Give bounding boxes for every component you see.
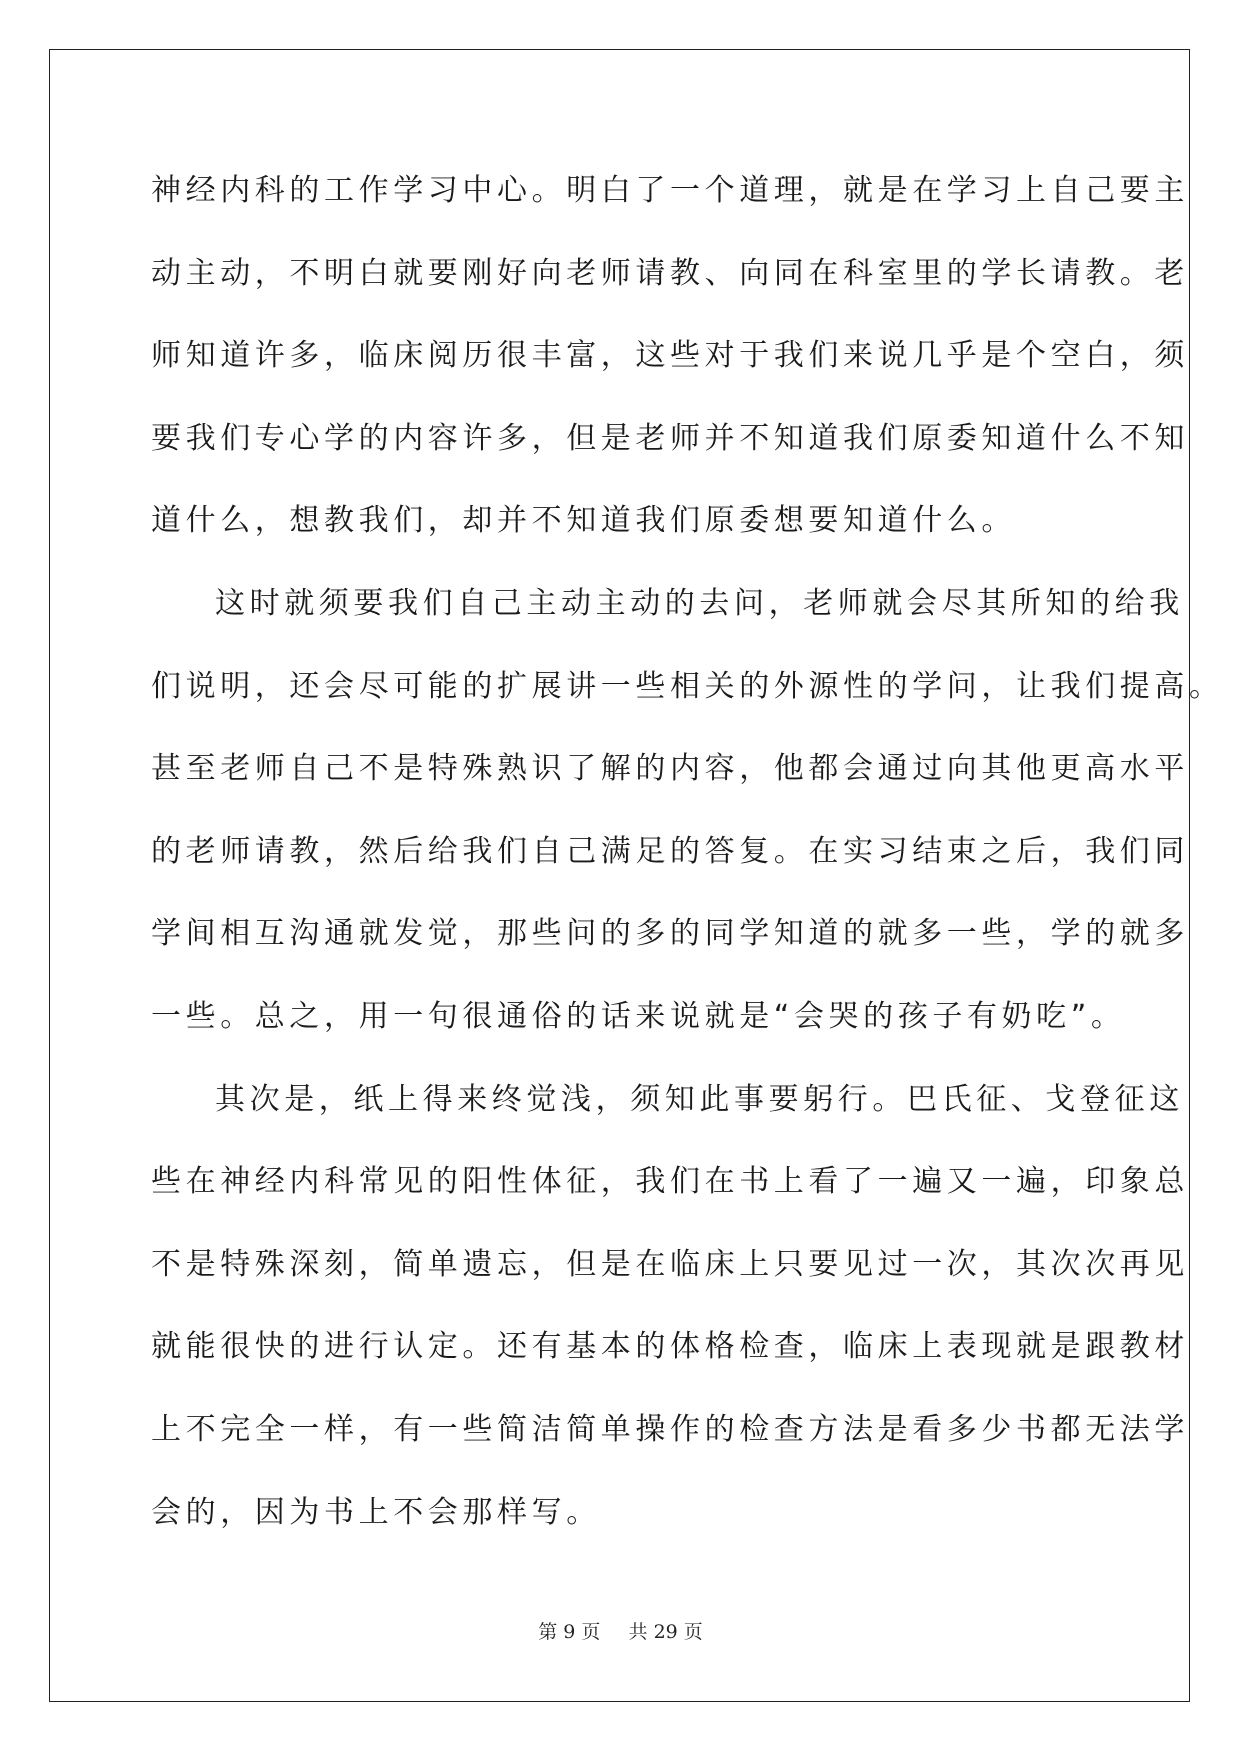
text-line: 动主动，不明白就要刚好向老师请教、向同在科室里的学长请教。老: [151, 255, 1189, 291]
page-footer: [0, 1617, 1241, 1644]
text-line: 甚至老师自己不是特殊熟识了解的内容，他都会通过向其他更高水平: [151, 751, 1189, 787]
text-line: 道什么，想教我们，却并不知道我们原委想要知道什么。: [151, 503, 1016, 539]
text-line: 神经内科的工作学习中心。明白了一个道理，就是在学习上自己要主: [151, 173, 1189, 208]
text-line: 学间相互沟通就发觉，那些问的多的同学知道的就多一些，学的就多: [151, 916, 1189, 952]
text-line: 些在神经内科常见的阳性体征，我们在书上看了一遍又一遍，印象总: [151, 1164, 1189, 1200]
document-body: [151, 150, 1224, 1554]
text-line: 会的，因为书上不会那样写。: [151, 1494, 601, 1530]
text-line: 要我们专心学的内容许多，但是老师并不知道我们原委知道什么不知: [151, 420, 1189, 456]
text-line: 上不完全一样，有一些简洁简单操作的检查方法是看多少书都无法学: [151, 1411, 1189, 1447]
text-line: 一些。总之，用一句很通俗的话来说就是“会哭的孩子有奶吃”。: [151, 998, 1126, 1034]
page-total: 共 29 页: [628, 1621, 703, 1643]
text-line: 其次是，纸上得来终觉浅，须知此事要躬行。巴氏征、戈登征这: [215, 1081, 1184, 1117]
page-number: 第 9 页: [538, 1621, 601, 1643]
text-line: 们说明，还会尽可能的扩展讲一些相关的外源性的学问，让我们提高。: [151, 668, 1224, 704]
text-line: 不是特殊深刻，简单遗忘，但是在临床上只要见过一次，其次次再见: [151, 1246, 1189, 1282]
text-line: 这时就须要我们自己主动主动的去问，老师就会尽其所知的给我: [215, 585, 1184, 621]
text-line: 的老师请教，然后给我们自己满足的答复。在实习结束之后，我们同: [151, 833, 1189, 869]
text-line: 师知道许多，临床阅历很丰富，这些对于我们来说几乎是个空白，须: [151, 338, 1189, 374]
text-line: 就能很快的进行认定。还有基本的体格检查，临床上表现就是跟教材: [151, 1329, 1189, 1365]
